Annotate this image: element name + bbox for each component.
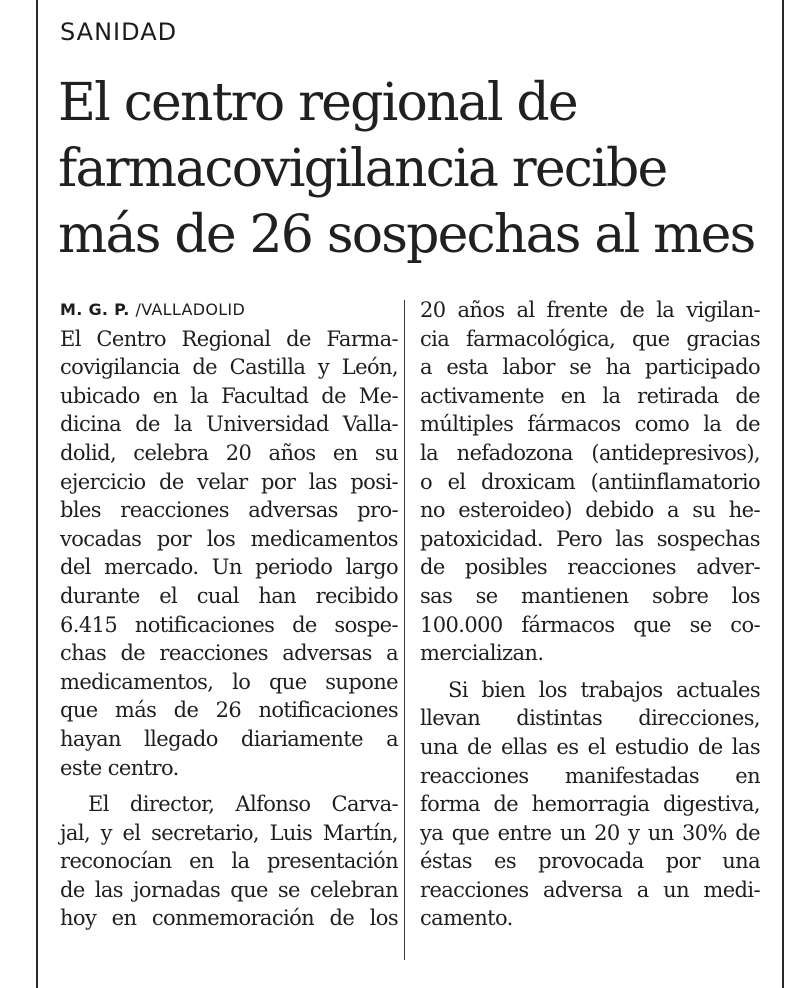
headline-line: El centro regional de <box>58 73 577 133</box>
text-line: mercializan. <box>420 641 544 666</box>
text-line: dicina de la Universidad Valla- <box>60 412 398 437</box>
text-line: que más de 26 notificaciones <box>60 698 398 723</box>
text-line: jal, y el secretario, Luis Martín, <box>60 820 398 845</box>
text-line: de posibles reacciones adver- <box>420 555 760 580</box>
text-line: covigilancia de Castilla y León, <box>60 355 398 380</box>
text-line: 6.415 notificaciones de sospe- <box>60 612 398 637</box>
text-line: ubicado en la Facultad de Me- <box>60 383 398 408</box>
text-line: chas de reacciones adversas a <box>60 641 398 666</box>
text-line: reconocían en la presentación <box>60 849 398 874</box>
text-line: 100.000 fármacos que se co- <box>420 612 760 637</box>
text-line: ejercicio de velar por las posi- <box>60 469 398 494</box>
text-line: vocadas por los medicamentos <box>60 526 398 551</box>
text-line: no esteroideo) debido a su he- <box>420 498 760 523</box>
text-line: activamente en la retirada de <box>420 383 760 408</box>
text-line: hoy en conmemoración de los <box>60 906 398 931</box>
text-line: múltiples fármacos como la de <box>420 412 760 437</box>
text-line: durante el cual han recibido <box>60 583 398 608</box>
text-line: reacciones adversa a un medi- <box>420 877 760 902</box>
article-column-right <box>420 296 760 933</box>
page-border-right <box>782 0 784 988</box>
column-divider <box>404 300 405 960</box>
text-line: forma de hemorragia digestiva, <box>420 792 760 817</box>
byline-author: M. G. P. <box>60 300 130 319</box>
text-line: del mercado. Un periodo largo <box>60 555 398 580</box>
text-line: la nefadozona (antidepresivos), <box>420 440 760 465</box>
byline <box>60 296 398 325</box>
text-line: llevan distintas direcciones, <box>420 706 760 731</box>
text-line: El Centro Regional de Farma- <box>60 326 398 351</box>
text-line: 20 años al frente de la vigilan- <box>420 298 760 322</box>
text-line: bles reacciones adversas pro- <box>60 498 398 523</box>
text-line: de las jornadas que se celebran <box>60 877 398 902</box>
text-line: a esta labor se ha participado <box>420 355 760 380</box>
text-line: El director, Alfonso Carva- <box>88 792 398 817</box>
section-label: SANIDAD <box>60 18 178 46</box>
text-line: camento. <box>420 906 513 931</box>
text-line: una de ellas es el estudio de las <box>420 734 760 759</box>
text-line: Si bien los trabajos actuales <box>448 677 760 702</box>
byline-city: /VALLADOLID <box>135 300 246 319</box>
text-line: dolid, celebra 20 años en su <box>60 440 398 465</box>
headline-line: farmacovigilancia recibe <box>58 139 667 199</box>
text-line: hayan llegado diariamente a <box>60 726 398 751</box>
text-line: patoxicidad. Pero las sospechas <box>420 526 760 551</box>
text-line: medicamentos, lo que supone <box>60 669 398 694</box>
headline <box>58 70 774 268</box>
text-line: o el droxicam (antiinflamatorio <box>420 469 760 494</box>
text-line: reacciones manifestadas en <box>420 763 760 788</box>
text-line: cia farmacológica, que gracias <box>420 326 760 351</box>
headline-line: más de 26 sospechas al mes <box>58 205 755 265</box>
page-border-left <box>36 0 38 988</box>
text-line: éstas es provocada por una <box>420 849 760 874</box>
article-column-left <box>60 296 398 933</box>
text-line: ya que entre un 20 y un 30% de <box>420 820 760 845</box>
text-line: este centro. <box>60 755 179 780</box>
text-line: sas se mantienen sobre los <box>420 583 760 608</box>
